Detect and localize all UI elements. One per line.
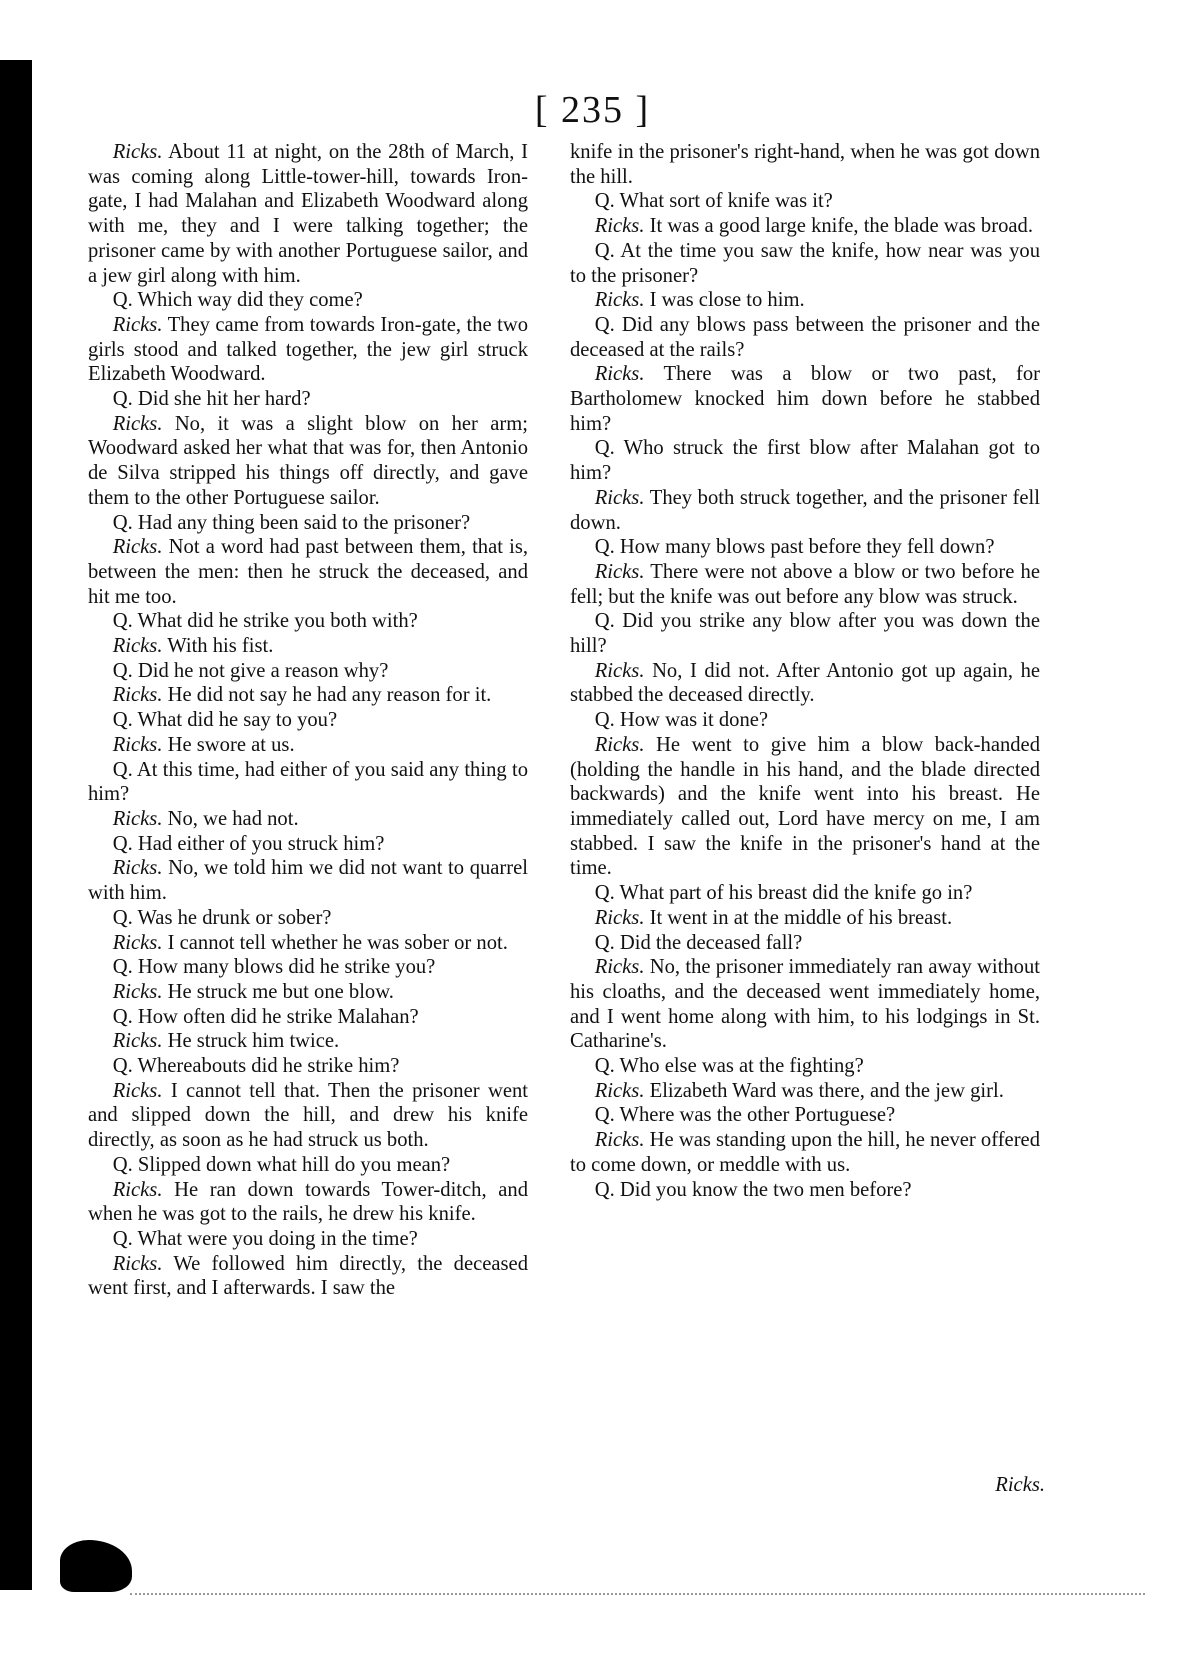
paragraph [570, 535, 1040, 560]
paragraph-text: Q. At the time you saw the knife, how near was you to the prisoner? [570, 239, 1040, 287]
paragraph [88, 387, 528, 412]
page-binding-edge [0, 60, 32, 1590]
speaker-name: Ricks. [594, 215, 645, 238]
paragraph [88, 313, 528, 387]
paragraph [88, 1079, 528, 1153]
paragraph [570, 881, 1040, 906]
paragraph-text: Q. Did the deceased fall? [594, 931, 803, 954]
speaker-name: Ricks. [112, 733, 163, 756]
paragraph-text: No, we told him we did not want to quarrel with him. [88, 857, 529, 905]
paragraph [88, 980, 528, 1005]
paragraph [570, 906, 1040, 931]
paragraph-text: Q. Whereabouts did he strike him? [112, 1055, 400, 1078]
paragraph-text: Q. Where was the other Portuguese? [594, 1104, 896, 1127]
speaker-name: Ricks. [594, 906, 645, 929]
paragraph-text: He swore at us. [167, 733, 295, 756]
paragraph [570, 659, 1040, 708]
speaker-name: Ricks. [112, 684, 163, 707]
page-number: [ 235 ] [534, 89, 651, 131]
speaker-name: Ricks. [112, 635, 163, 658]
paragraph [570, 140, 1040, 189]
speaker-name: Ricks. [112, 980, 163, 1003]
paragraph-text: Q. How often did he strike Malahan? [112, 1005, 419, 1028]
speaker-name: Ricks. [594, 733, 645, 756]
speaker-name: Ricks. [112, 412, 163, 435]
paragraph [88, 412, 528, 511]
paragraph [88, 140, 528, 288]
speaker-name: Ricks. [594, 363, 645, 386]
paragraph-text: About 11 at night, on the 28th of March, I was coming along Little-tower-hill, towards Iron-gate, I had Malahan and Elizabeth Woodward along with me, they and I were talking together; the prisoner came by with another Portuguese sailor, and a jew girl along with him. [88, 141, 528, 287]
paragraph-text: We followed him directly, the deceased went first, and I afterwards. I saw the [88, 1252, 528, 1300]
speaker-name: Ricks. [112, 536, 163, 559]
paragraph [570, 708, 1040, 733]
speaker-name: Ricks. [594, 1079, 645, 1102]
paragraph [88, 1252, 528, 1301]
paragraph [88, 931, 528, 956]
paragraph-text: I cannot tell whether he was sober or not. [167, 931, 508, 954]
paragraph [88, 1227, 528, 1252]
paragraph [570, 239, 1040, 288]
paragraph [88, 511, 528, 536]
paragraph [88, 1005, 528, 1030]
paragraph-text: He struck me but one blow. [167, 980, 394, 1003]
paragraph-text: Q. How was it done? [594, 709, 769, 732]
paragraph [570, 1128, 1040, 1177]
speaker-name: Ricks. [112, 313, 163, 336]
paragraph-text: Q. How many blows past before they fell down? [594, 536, 995, 559]
ink-smudge [60, 1540, 132, 1592]
paragraph [88, 955, 528, 980]
paragraph-text: Q. What did he strike you both with? [112, 610, 418, 633]
paragraph-text: Q. Did she hit her hard? [112, 388, 311, 411]
paragraph-text: Elizabeth Ward was there, and the jew girl. [649, 1079, 1004, 1102]
paragraph [88, 758, 528, 807]
paragraph [570, 733, 1040, 881]
paragraph-text: Q. What sort of knife was it? [594, 190, 833, 213]
paragraph [88, 1178, 528, 1227]
paragraph-text: Q. Had any thing been said to the prisoner? [112, 511, 471, 534]
paragraph-text: He went to give him a blow back-handed (holding the handle in his hand, and the blade directed backwards) and the knife went into his breast. He immediately called out, Lord have mercy on me, I am stabbed. I saw the knife in the prisoner's hand at the time. [570, 733, 1040, 880]
paragraph [570, 313, 1040, 362]
paragraph-text: Not a word had past between them, that is, between the men: then he struck the deceased, and hit me too. [88, 536, 529, 608]
paragraph [88, 535, 528, 609]
paragraph [570, 362, 1040, 436]
paragraph [88, 807, 528, 832]
paragraph-text: There were not above a blow or two before he fell; but the knife was out before any blow was struck. [570, 560, 1040, 608]
paragraph-text: Q. Was he drunk or sober? [112, 906, 332, 929]
paragraph-text: I was close to him. [649, 289, 805, 312]
paragraph-text: There was a blow or two past, for Bartholomew knocked him down before he stabbed him? [570, 363, 1040, 435]
paragraph-text: Q. What were you doing in the time? [112, 1227, 418, 1250]
paragraph [88, 906, 528, 931]
paragraph [88, 708, 528, 733]
paragraph [88, 683, 528, 708]
paragraph-text: Q. Did any blows pass between the prisoner and the deceased at the rails? [570, 313, 1040, 361]
paragraph-text: Q. At this time, had either of you said any thing to him? [88, 758, 528, 806]
paragraph [88, 832, 528, 857]
paragraph [570, 436, 1040, 485]
paragraph-text: No, we had not. [167, 807, 299, 830]
paragraph [88, 733, 528, 758]
paragraph [88, 1029, 528, 1054]
paragraph [88, 1054, 528, 1079]
speaker-name: Ricks. [112, 1252, 163, 1275]
speaker-name: Ricks. [112, 1178, 163, 1201]
bottom-margin-specks [130, 1593, 1145, 1597]
paragraph [570, 189, 1040, 214]
paragraph-text: Q. What part of his breast did the knife go in? [594, 882, 973, 905]
paragraph-text: They came from towards Iron-gate, the two girls stood and talked together, the jew girl struck Elizabeth Woodward. [88, 313, 528, 386]
paragraph [88, 659, 528, 684]
paragraph [570, 288, 1040, 313]
catchword: Ricks. [995, 1474, 1045, 1496]
paragraph-text: knife in the prisoner's right-hand, when he was got down the hill. [570, 141, 1040, 188]
speaker-name: Ricks. [112, 807, 163, 830]
left-column [88, 140, 528, 1301]
paragraph-text: Q. Did you strike any blow after you was down the hill? [570, 610, 1040, 658]
paragraph-text: Q. Slipped down what hill do you mean? [112, 1153, 451, 1176]
paragraph [570, 1178, 1040, 1203]
paragraph-text: He ran down towards Tower-ditch, and when he was got to the rails, he drew his knife. [88, 1178, 528, 1226]
paragraph-text: I cannot tell that. Then the prisoner went and slipped down the hill, and drew his knife directly, as soon as he had struck us both. [88, 1079, 528, 1152]
paragraph [570, 609, 1040, 658]
paragraph-text: It was a good large knife, the blade was broad. [649, 215, 1033, 238]
paragraph-text: He did not say he had any reason for it. [167, 684, 492, 707]
paragraph-text: No, the prisoner immediately ran away without his cloaths, and the deceased went immediately home, and I went home along with him, to his lodgings in St. Catharine's. [570, 956, 1040, 1053]
paragraph [88, 1153, 528, 1178]
paragraph-text: No, it was a slight blow on her arm; Woodward asked her what that was for, then Antonio de Silva stripped his things off directly, and gave them to the other Portuguese sailor. [88, 412, 528, 509]
paragraph [88, 856, 528, 905]
paragraph [570, 955, 1040, 1054]
paragraph-text: Q. Did he not give a reason why? [112, 659, 389, 682]
speaker-name: Ricks. [594, 560, 645, 583]
paragraph [570, 931, 1040, 956]
paragraph-text: Q. Who else was at the fighting? [594, 1055, 864, 1078]
paragraph [88, 288, 528, 313]
speaker-name: Ricks. [112, 141, 163, 163]
paragraph-text: Q. How many blows did he strike you? [112, 956, 436, 979]
paragraph [570, 1054, 1040, 1079]
speaker-name: Ricks. [112, 1030, 163, 1053]
paragraph-text: He struck him twice. [167, 1030, 340, 1053]
speaker-name: Ricks. [112, 931, 163, 954]
paragraph-text: Q. Did you know the two men before? [594, 1178, 912, 1201]
right-column [570, 140, 1040, 1202]
paragraph [570, 560, 1040, 609]
paragraph [570, 1103, 1040, 1128]
paragraph [88, 634, 528, 659]
speaker-name: Ricks. [594, 659, 645, 682]
speaker-name: Ricks. [594, 289, 645, 312]
speaker-name: Ricks. [594, 956, 645, 979]
paragraph [570, 486, 1040, 535]
paragraph-text: No, I did not. After Antonio got up again, he stabbed the deceased directly. [570, 659, 1041, 707]
paragraph [570, 214, 1040, 239]
paragraph-text: With his fist. [167, 635, 274, 658]
paragraph-text: Q. Which way did they come? [112, 289, 363, 312]
paragraph-text: It went in at the middle of his breast. [649, 906, 953, 929]
paragraph-text: Q. Had either of you struck him? [112, 832, 385, 855]
paragraph-text: Q. Who struck the first blow after Malahan got to him? [570, 437, 1040, 485]
paragraph [570, 1079, 1040, 1104]
paragraph-text: Q. What did he say to you? [112, 709, 338, 732]
speaker-name: Ricks. [112, 857, 163, 880]
paragraph-text: He was standing upon the hill, he never offered to come down, or meddle with us. [570, 1129, 1040, 1176]
paragraph [88, 609, 528, 634]
speaker-name: Ricks. [594, 1129, 645, 1152]
paragraph-text: They both struck together, and the prisoner fell down. [570, 486, 1040, 534]
speaker-name: Ricks. [112, 1079, 163, 1102]
speaker-name: Ricks. [594, 486, 645, 509]
